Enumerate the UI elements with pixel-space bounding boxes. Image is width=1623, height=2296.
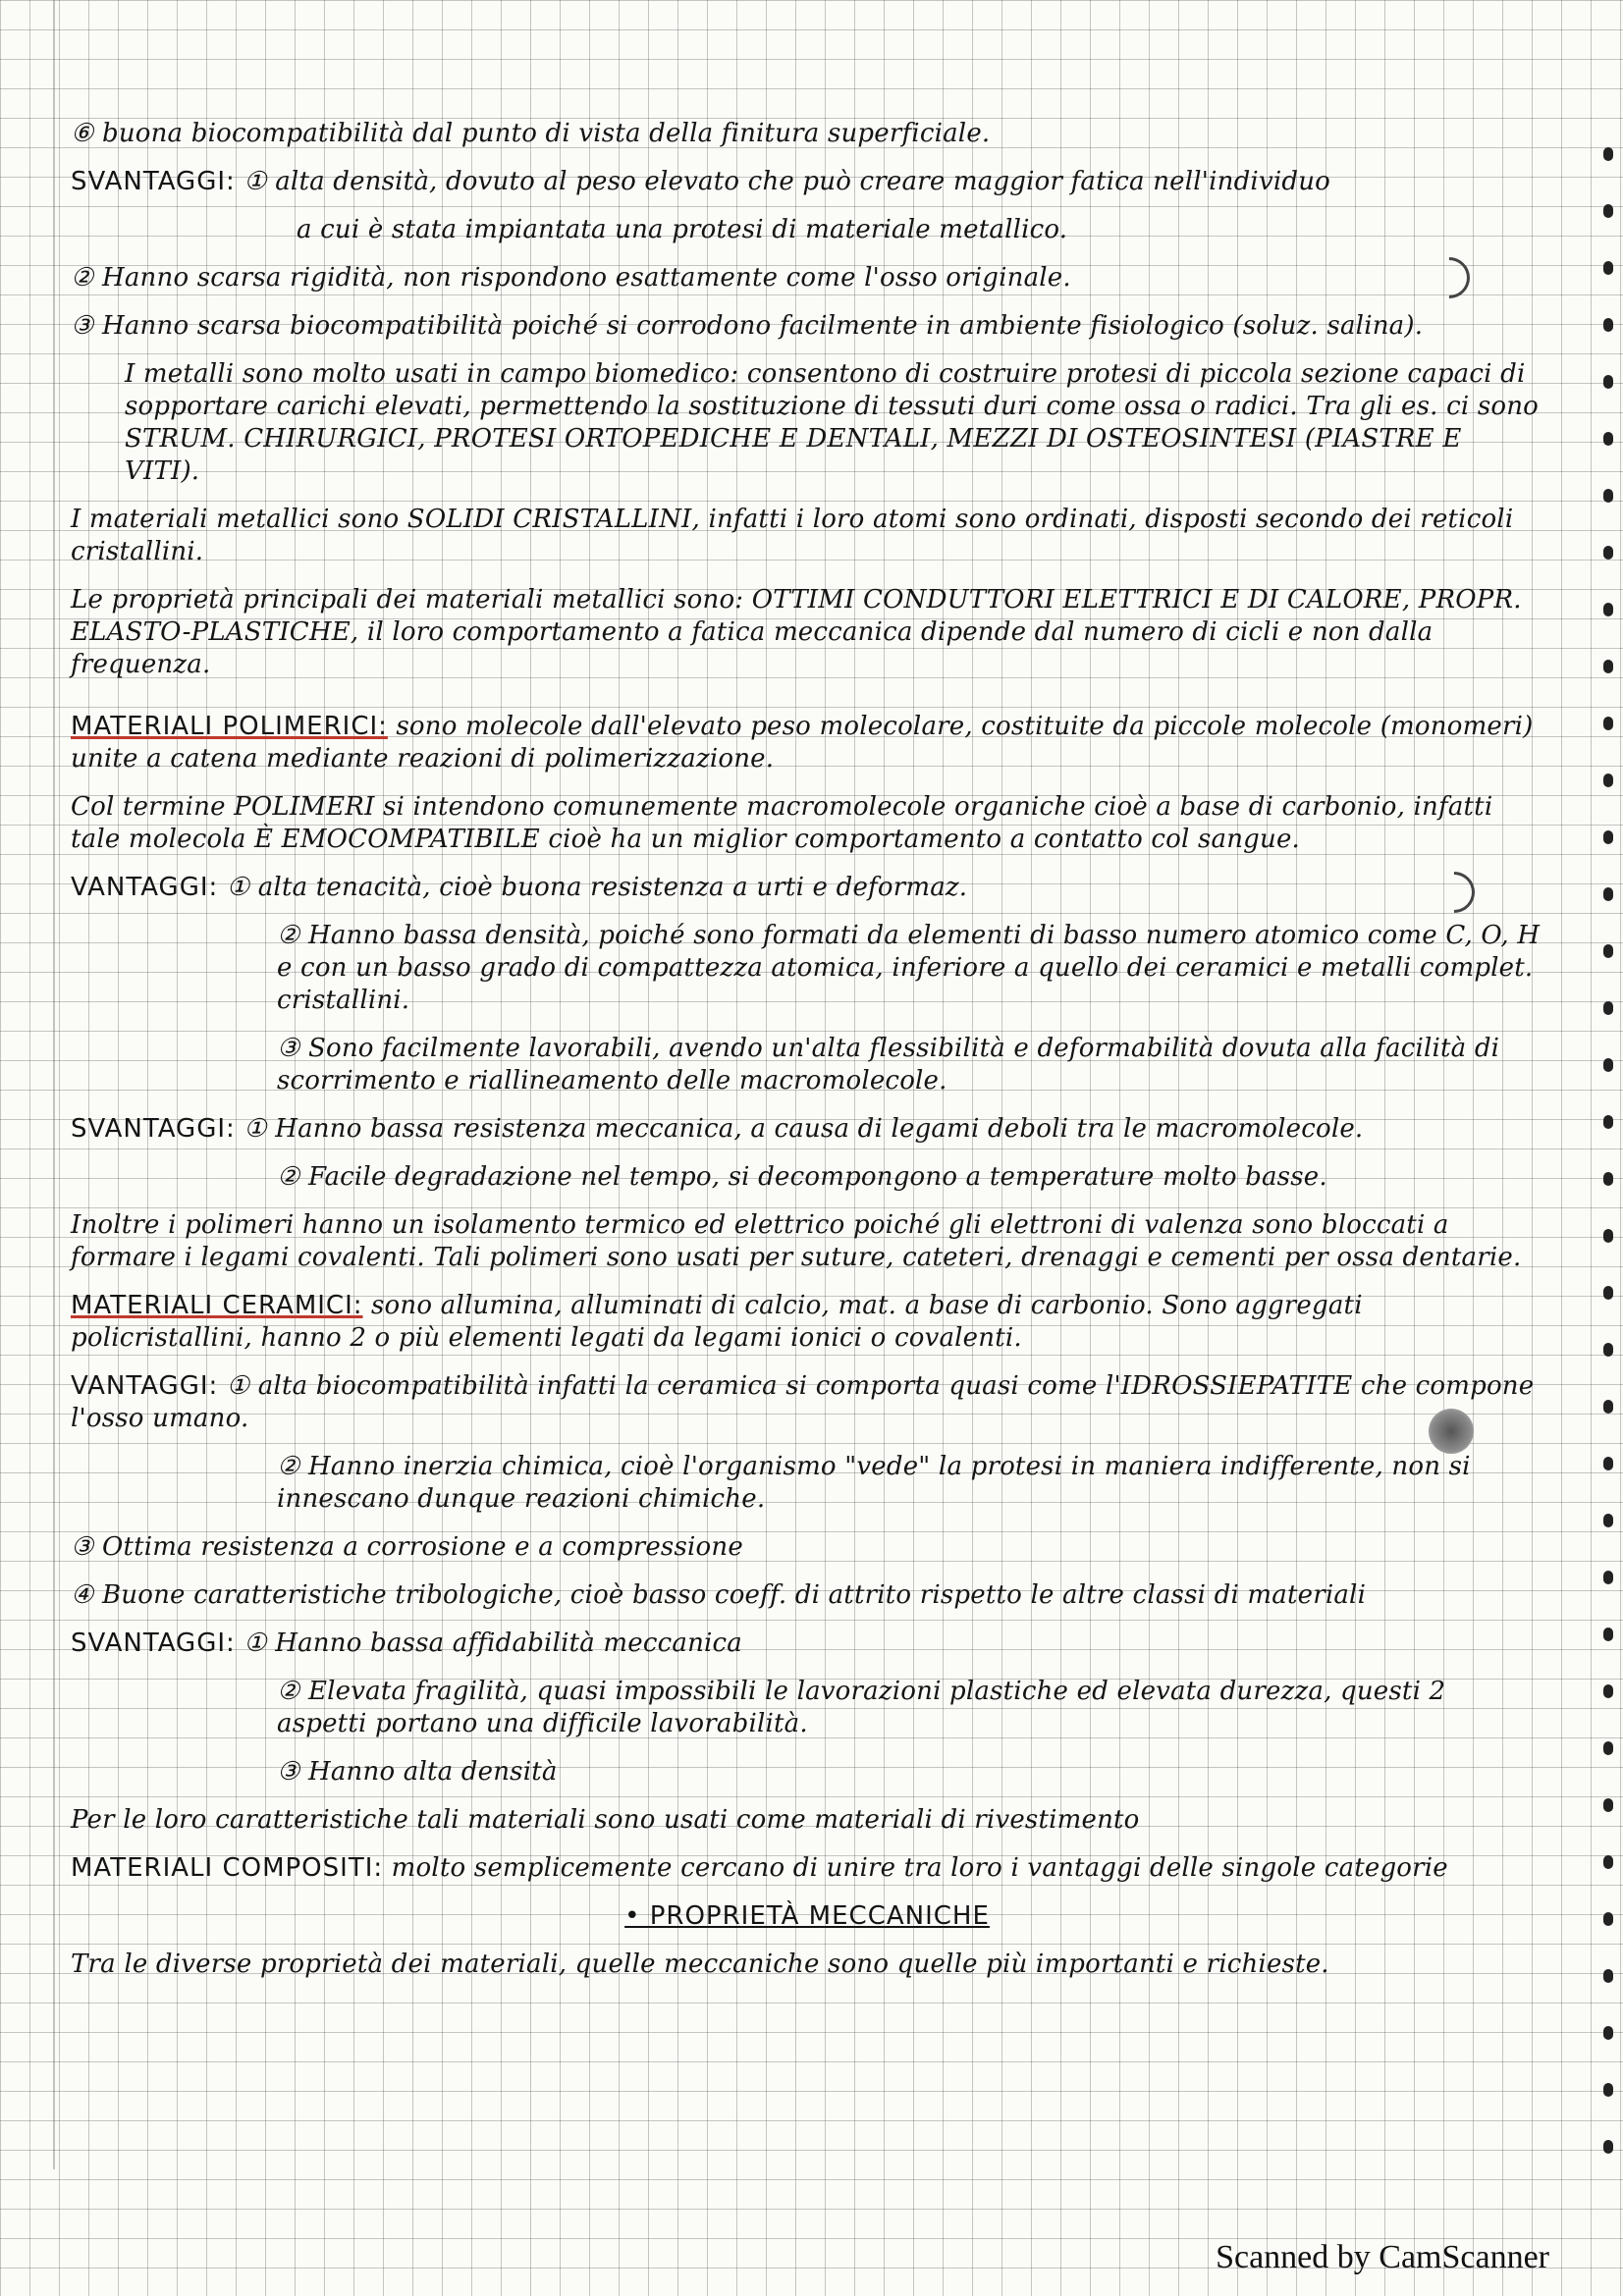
svantaggi-ceramici: [71, 1628, 1543, 1660]
binder-hole: [1603, 1855, 1613, 1869]
binder-hole: [1603, 432, 1613, 446]
binder-hole: [1603, 2083, 1613, 2097]
scanner-footer: Scanned by CamScanner: [1216, 2239, 1549, 2275]
section-heading: MATERIALI POLIMERICI:: [71, 712, 388, 741]
binder-hole: [1603, 660, 1613, 673]
section-definition: molto semplicemente cercano di unire tra loro i vantaggi delle singole categorie: [391, 1853, 1448, 1883]
vantaggi-item: ③ Ottima resistenza a corrosione e a compressione: [71, 1532, 743, 1562]
binder-hole: [1603, 1115, 1613, 1129]
proprieta-heading: [71, 1900, 1543, 1933]
svantaggi-item: ② Elevata fragilità, quasi impossibili le lavorazioni plastiche ed elevata durezza, questi 2 aspetti portano una difficile lavorabilità.: [277, 1677, 1446, 1738]
note-paragraph: Le proprietà principali dei materiali metallici sono: OTTIMI CONDUTTORI ELETTRICI E DI CALORE, PROPR. ELASTO-PLASTICHE, il loro comportamento a fatica meccanica dipende dal numero di cicli e non dalla frequenza.: [71, 585, 1522, 679]
binder-hole: [1603, 318, 1613, 332]
svantaggi-metalli: [71, 166, 1543, 198]
section-definition: sono molecole dall'elevato peso molecolare, costituite da piccole molecole (monomeri) unite a catena mediante reazioni di polimerizzazione.: [71, 712, 1534, 774]
vantaggi-item: ③ Sono facilmente lavorabili, avendo un'alta flessibilità e deformabilità dovuta alla facilità di scorrimento e riallineamento delle macromolecole.: [277, 1034, 1500, 1095]
binder-hole: [1603, 1286, 1613, 1300]
binder-hole: [1603, 1172, 1613, 1186]
section-definition: sono allumina, alluminati di calcio, mat. a base di carbonio. Sono aggregati policristallini, hanno 2 o più elementi legati da legami ionici o covalenti.: [71, 1291, 1363, 1353]
binder-hole: [1603, 1628, 1613, 1641]
binder-hole: [1603, 1969, 1613, 1983]
note-paragraph: Col termine POLIMERI si intendono comunemente macromolecole organiche cioè a base di carbonio, infatti tale molecola È EMOCOMPATIBILE cioè ha un miglior comportamento a contatto col sangue.: [71, 792, 1493, 854]
binder-hole: [1603, 489, 1613, 503]
svantaggi-item: ③ Hanno alta densità: [277, 1757, 558, 1787]
margin-line: [53, 0, 55, 2169]
binder-hole: [1603, 1571, 1613, 1584]
vantaggi-ceramici: [71, 1370, 1543, 1435]
binder-hole: [1603, 2140, 1613, 2154]
section-heading: MATERIALI CERAMICI:: [71, 1291, 363, 1320]
binder-holes: [1603, 147, 1613, 2197]
binder-hole: [1603, 830, 1613, 844]
svantaggi-item: ② Hanno scarsa rigidità, non rispondono esattamente come l'osso originale.: [71, 263, 1071, 293]
binder-hole: [1603, 1343, 1613, 1357]
binder-hole: [1603, 603, 1613, 616]
binder-hole: [1603, 944, 1613, 958]
binder-hole: [1603, 887, 1613, 901]
vantaggi-label: VANTAGGI:: [71, 873, 219, 902]
note-paragraph: Per le loro caratteristiche tali materiali sono usati come materiali di rivestimento: [71, 1805, 1140, 1835]
binder-hole: [1603, 1229, 1613, 1243]
note-paragraph: I metalli sono molto usati in campo biomedico: consentono di costruire protesi di piccola sezione capaci di sopportare carichi elevati, permettendo la sostituzione di tessuti duri come ossa o radici. Tra gli es. ci sono STRUM. CHIRURGICI, PROTESI ORTOPEDICHE E DENTALI, MEZZI DI OSTEOSINTESI (PIASTRE E VITI).: [125, 359, 1540, 486]
binder-hole: [1603, 1058, 1613, 1072]
binder-hole: [1603, 1684, 1613, 1698]
svantaggi-polimeri: [71, 1113, 1543, 1146]
vantaggi-item: ① alta tenacità, cioè buona resistenza a urti e deformaz.: [226, 873, 968, 902]
section-polimerici: [71, 711, 1543, 775]
binder-hole: [1603, 1514, 1613, 1527]
vantaggi-polimeri: [71, 872, 1543, 904]
binder-hole: [1603, 1798, 1613, 1812]
svantaggi-item: ① Hanno bassa affidabilità meccanica: [243, 1629, 743, 1658]
vantaggi-item: ② Hanno bassa densità, poiché sono formati da elementi di basso numero atomico come C, O, H e con un basso grado di compattezza atomica, inferiore a quello dei ceramici e metalli complet. cristallini.: [277, 921, 1541, 1015]
binder-hole: [1603, 774, 1613, 787]
svantaggi-item: ③ Hanno scarsa biocompatibilità poiché si corrodono facilmente in ambiente fisiologico (soluz. salina).: [71, 311, 1424, 341]
note-paragraph: ⑥ buona biocompatibilità dal punto di vista della finitura superficiale.: [71, 119, 991, 148]
svantaggi-item: ② Facile degradazione nel tempo, si decompongono a temperature molto basse.: [277, 1162, 1327, 1192]
binder-hole: [1603, 1912, 1613, 1926]
svantaggi-item: ① alta densità, dovuto al peso elevato che può creare maggior fatica nell'individuo: [243, 167, 1330, 196]
svantaggi-item: ① Hanno bassa resistenza meccanica, a causa di legami deboli tra le macromolecole.: [243, 1114, 1364, 1144]
vantaggi-item: ① alta biocompatibilità infatti la ceramica si comporta quasi come l'IDROSSIEPATITE che compone l'osso umano.: [71, 1371, 1535, 1433]
binder-hole: [1603, 261, 1613, 275]
svantaggi-label: SVANTAGGI:: [71, 1114, 236, 1144]
binder-hole: [1603, 204, 1613, 218]
section-ceramici: [71, 1290, 1543, 1355]
note-paragraph: Tra le diverse proprietà dei materiali, quelle meccaniche sono quelle più importanti e richieste.: [71, 1949, 1329, 1979]
binder-hole: [1603, 546, 1613, 560]
handwritten-notes: [71, 118, 1543, 1997]
binder-hole: [1603, 1400, 1613, 1414]
vantaggi-item: ④ Buone caratteristiche tribologiche, cioè basso coeff. di attrito rispetto le altre classi di materiali: [71, 1580, 1367, 1610]
binder-hole: [1603, 375, 1613, 389]
svantaggi-label: SVANTAGGI:: [71, 1629, 236, 1658]
vantaggi-label: VANTAGGI:: [71, 1371, 219, 1401]
note-paragraph: I materiali metallici sono SOLIDI CRISTALLINI, infatti i loro atomi sono ordinati, disposti secondo dei reticoli cristallini.: [71, 505, 1514, 566]
svantaggi-item-continuation: a cui è stata impiantata una protesi di materiale metallico.: [297, 215, 1068, 244]
binder-hole: [1603, 147, 1613, 161]
vantaggi-item: ② Hanno inerzia chimica, cioè l'organismo "vede" la protesi in maniera indifferente, non si innescano dunque reazioni chimiche.: [277, 1452, 1471, 1514]
binder-hole: [1603, 1001, 1613, 1015]
section-compositi: [71, 1852, 1543, 1885]
svantaggi-label: SVANTAGGI:: [71, 167, 236, 196]
note-paragraph: Inoltre i polimeri hanno un isolamento termico ed elettrico poiché gli elettroni di valenza sono bloccati a formare i legami covalenti. Tali polimeri sono usati per suture, cateteri, drenaggi e cementi per ossa dentarie.: [71, 1210, 1522, 1272]
binder-hole: [1603, 2026, 1613, 2040]
proprieta-heading-text: • PROPRIETÀ MECCANICHE: [624, 1901, 990, 1931]
binder-hole: [1603, 1741, 1613, 1755]
binder-hole: [1603, 1457, 1613, 1470]
section-heading: MATERIALI COMPOSITI:: [71, 1853, 384, 1883]
binder-hole: [1603, 717, 1613, 730]
